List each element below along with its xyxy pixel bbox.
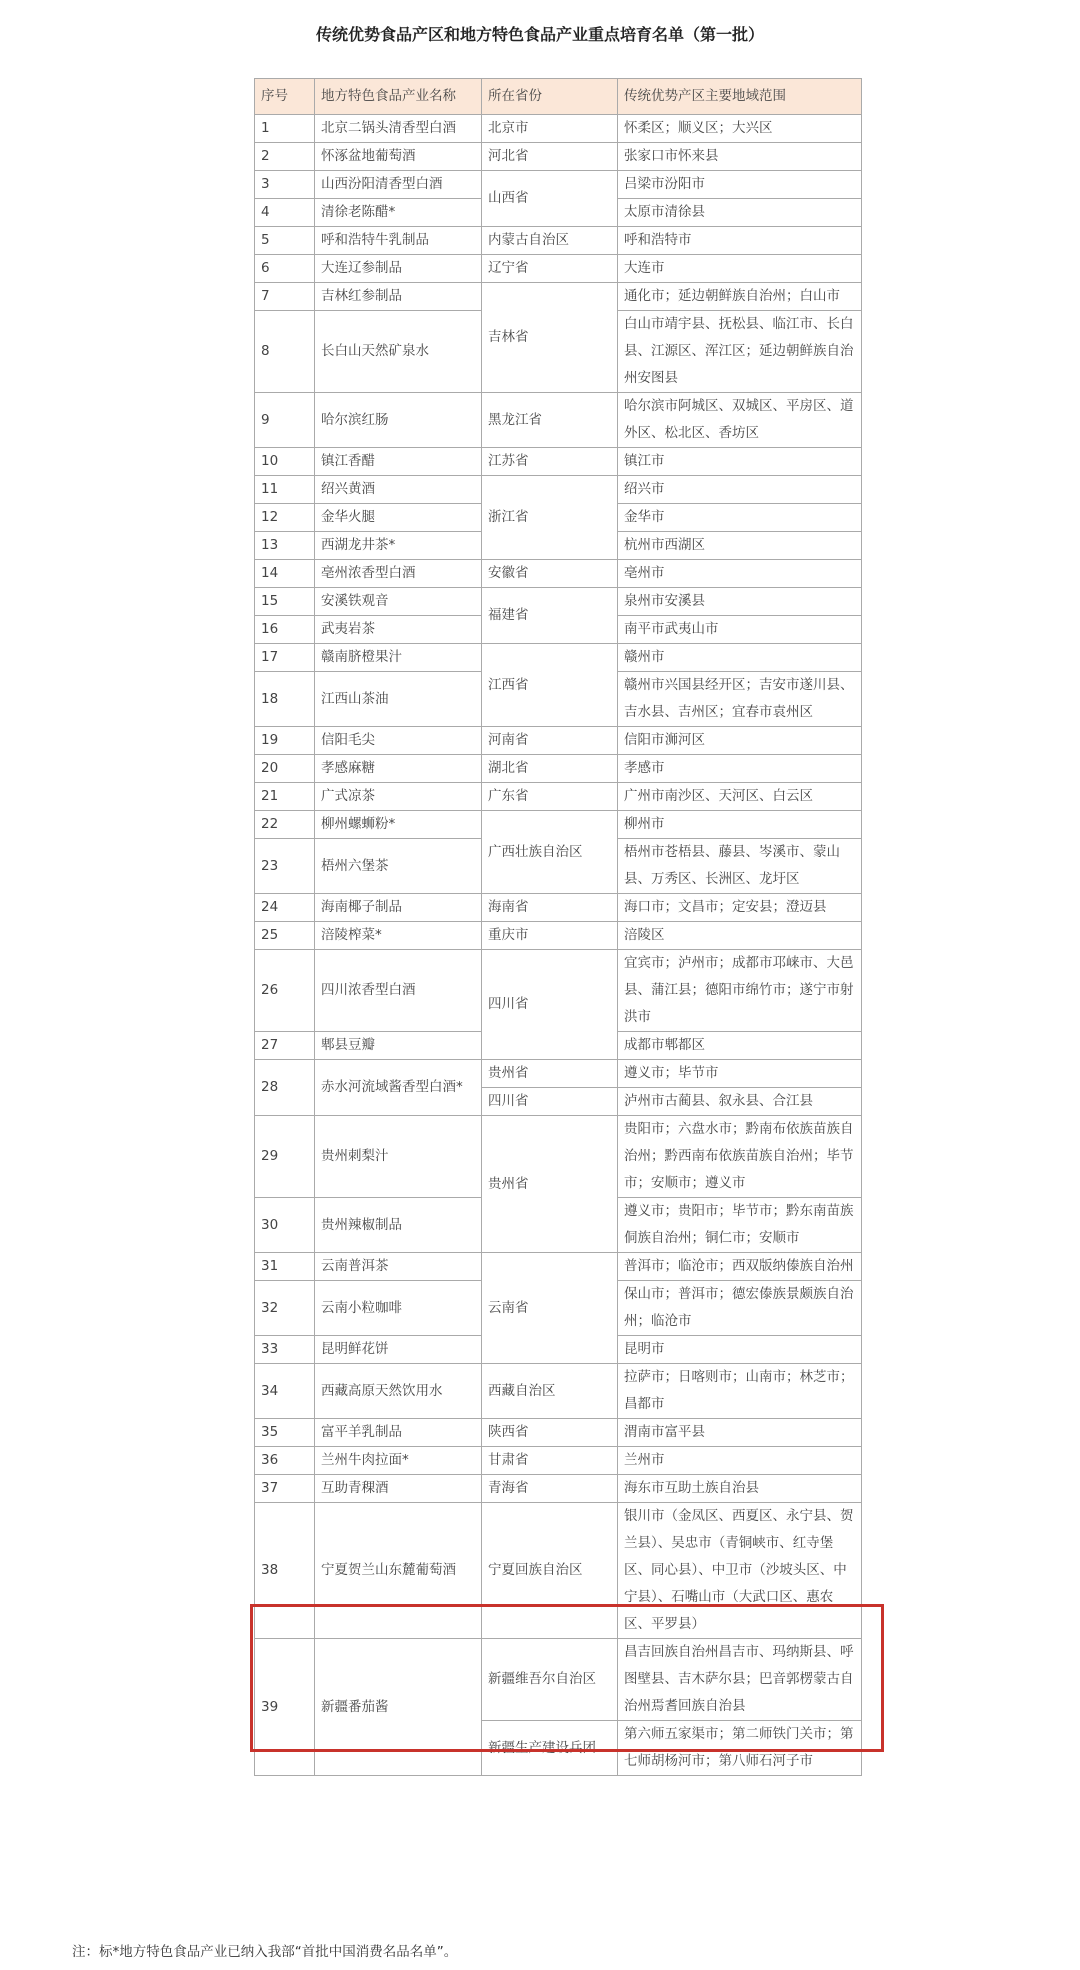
table-row [255, 171, 862, 199]
row-province: 四川省 [482, 1088, 618, 1116]
row-no: 30 [255, 1198, 315, 1253]
row-province: 云南省 [482, 1253, 618, 1364]
footnote: 注：标*地方特色食品产业已纳入我部“首批中国消费名品名单”。 [72, 1944, 458, 1960]
row-province: 河北省 [482, 143, 618, 171]
table-row [255, 1475, 862, 1503]
table-row [255, 950, 862, 1032]
table-row [255, 755, 862, 783]
row-no: 17 [255, 644, 315, 672]
row-area: 金华市 [618, 504, 862, 532]
page-title: 传统优势食品产区和地方特色食品产业重点培育名单（第一批） [315, 25, 764, 44]
row-name: 涪陵榨菜* [315, 922, 482, 950]
row-no: 38 [255, 1503, 315, 1639]
table-row [255, 560, 862, 588]
row-name: 兰州牛肉拉面* [315, 1447, 482, 1475]
row-name: 云南小粒咖啡 [315, 1281, 482, 1336]
row-name: 梧州六堡茶 [315, 839, 482, 894]
table-row [255, 783, 862, 811]
table-header-row [255, 79, 862, 115]
row-area: 吕梁市汾阳市 [618, 171, 862, 199]
row-province: 吉林省 [482, 283, 618, 393]
header-area: 传统优势产区主要地域范围 [618, 79, 862, 115]
row-area: 南平市武夷山市 [618, 616, 862, 644]
row-name: 绍兴黄酒 [315, 476, 482, 504]
row-name: 山西汾阳清香型白酒 [315, 171, 482, 199]
row-name: 亳州浓香型白酒 [315, 560, 482, 588]
row-no: 39 [255, 1639, 315, 1776]
row-name: 昆明鲜花饼 [315, 1336, 482, 1364]
row-province: 河南省 [482, 727, 618, 755]
row-name: 云南普洱茶 [315, 1253, 482, 1281]
row-name: 北京二锅头清香型白酒 [315, 115, 482, 143]
row-area: 柳州市 [618, 811, 862, 839]
row-area: 普洱市；临沧市；西双版纳傣族自治州 [618, 1253, 862, 1281]
row-no: 1 [255, 115, 315, 143]
row-area: 泉州市安溪县 [618, 588, 862, 616]
row-area: 昆明市 [618, 1336, 862, 1364]
row-name: 怀涿盆地葡萄酒 [315, 143, 482, 171]
row-name: 武夷岩茶 [315, 616, 482, 644]
table-row [255, 1060, 862, 1088]
row-name: 郫县豆瓣 [315, 1032, 482, 1060]
row-area: 广州市南沙区、天河区、白云区 [618, 783, 862, 811]
row-no: 19 [255, 727, 315, 755]
row-name: 信阳毛尖 [315, 727, 482, 755]
row-no: 32 [255, 1281, 315, 1336]
table-row [255, 115, 862, 143]
row-province: 贵州省 [482, 1116, 618, 1253]
row-province: 江西省 [482, 644, 618, 727]
row-name: 长白山天然矿泉水 [315, 311, 482, 393]
table-row-highlighted [255, 1503, 862, 1639]
row-no: 33 [255, 1336, 315, 1364]
table-row [255, 283, 862, 311]
row-area: 张家口市怀来县 [618, 143, 862, 171]
row-area: 信阳市浉河区 [618, 727, 862, 755]
row-no: 4 [255, 199, 315, 227]
row-name: 金华火腿 [315, 504, 482, 532]
row-area: 成都市郫都区 [618, 1032, 862, 1060]
table-row [255, 1639, 862, 1721]
row-name: 哈尔滨红肠 [315, 393, 482, 448]
row-province: 广西壮族自治区 [482, 811, 618, 894]
table-row [255, 448, 862, 476]
row-name: 柳州螺蛳粉* [315, 811, 482, 839]
row-no: 15 [255, 588, 315, 616]
row-area: 赣州市 [618, 644, 862, 672]
table-row [255, 1364, 862, 1419]
row-no: 27 [255, 1032, 315, 1060]
row-name: 吉林红参制品 [315, 283, 482, 311]
row-province: 江苏省 [482, 448, 618, 476]
row-no: 5 [255, 227, 315, 255]
row-province: 黑龙江省 [482, 393, 618, 448]
row-province: 辽宁省 [482, 255, 618, 283]
row-province: 内蒙古自治区 [482, 227, 618, 255]
row-province: 陕西省 [482, 1419, 618, 1447]
row-area: 涪陵区 [618, 922, 862, 950]
row-no: 3 [255, 171, 315, 199]
row-province: 重庆市 [482, 922, 618, 950]
table-row [255, 227, 862, 255]
row-no: 7 [255, 283, 315, 311]
row-no: 11 [255, 476, 315, 504]
table-row [255, 255, 862, 283]
row-area: 杭州市西湖区 [618, 532, 862, 560]
table-row [255, 811, 862, 839]
row-name: 贵州刺梨汁 [315, 1116, 482, 1198]
table-row [255, 1419, 862, 1447]
row-no: 28 [255, 1060, 315, 1116]
row-area: 贵阳市；六盘水市；黔南布依族苗族自治州；黔西南布依族苗族自治州；毕节市；安顺市；遵义市 [618, 1116, 862, 1198]
row-area: 亳州市 [618, 560, 862, 588]
row-no: 22 [255, 811, 315, 839]
row-name: 互助青稞酒 [315, 1475, 482, 1503]
row-province: 湖北省 [482, 755, 618, 783]
row-no: 23 [255, 839, 315, 894]
row-no: 12 [255, 504, 315, 532]
row-name: 海南椰子制品 [315, 894, 482, 922]
row-province: 福建省 [482, 588, 618, 644]
row-area: 宜宾市；泸州市；成都市邛崃市、大邑县、蒲江县；德阳市绵竹市；遂宁市射洪市 [618, 950, 862, 1032]
row-area: 大连市 [618, 255, 862, 283]
row-no: 6 [255, 255, 315, 283]
row-name: 赣南脐橙果汁 [315, 644, 482, 672]
row-province: 北京市 [482, 115, 618, 143]
row-name: 新疆番茄酱 [315, 1639, 482, 1776]
row-no: 35 [255, 1419, 315, 1447]
table-row [255, 922, 862, 950]
row-no: 24 [255, 894, 315, 922]
row-area: 绍兴市 [618, 476, 862, 504]
row-no: 36 [255, 1447, 315, 1475]
row-no: 14 [255, 560, 315, 588]
header-name: 地方特色食品产业名称 [315, 79, 482, 115]
row-no: 25 [255, 922, 315, 950]
row-province: 甘肃省 [482, 1447, 618, 1475]
row-province: 新疆生产建设兵团 [482, 1721, 618, 1776]
row-area: 海东市互助土族自治县 [618, 1475, 862, 1503]
row-area: 孝感市 [618, 755, 862, 783]
header-province: 所在省份 [482, 79, 618, 115]
row-province: 山西省 [482, 171, 618, 227]
table-row [255, 1253, 862, 1281]
row-no: 20 [255, 755, 315, 783]
row-name: 富平羊乳制品 [315, 1419, 482, 1447]
row-province: 浙江省 [482, 476, 618, 560]
food-list-table [254, 78, 862, 1776]
row-area: 泸州市古蔺县、叙永县、合江县 [618, 1088, 862, 1116]
row-no: 9 [255, 393, 315, 448]
row-province: 宁夏回族自治区 [482, 1503, 618, 1639]
row-no: 34 [255, 1364, 315, 1419]
row-name: 江西山茶油 [315, 672, 482, 727]
row-area: 太原市清徐县 [618, 199, 862, 227]
row-area: 哈尔滨市阿城区、双城区、平房区、道外区、松北区、香坊区 [618, 393, 862, 448]
row-no: 29 [255, 1116, 315, 1198]
table-row [255, 588, 862, 616]
row-province: 新疆维吾尔自治区 [482, 1639, 618, 1721]
row-name: 孝感麻糖 [315, 755, 482, 783]
table-row [255, 393, 862, 448]
row-name: 大连辽参制品 [315, 255, 482, 283]
row-area: 镇江市 [618, 448, 862, 476]
row-no: 31 [255, 1253, 315, 1281]
row-name: 清徐老陈醋* [315, 199, 482, 227]
row-area: 遵义市；毕节市 [618, 1060, 862, 1088]
row-name: 西藏高原天然饮用水 [315, 1364, 482, 1419]
row-area: 拉萨市；日喀则市；山南市；林芝市；昌都市 [618, 1364, 862, 1419]
row-area: 海口市；文昌市；定安县；澄迈县 [618, 894, 862, 922]
row-name: 安溪铁观音 [315, 588, 482, 616]
row-area: 赣州市兴国县经开区；吉安市遂川县、吉水县、吉州区；宜春市袁州区 [618, 672, 862, 727]
row-area: 兰州市 [618, 1447, 862, 1475]
row-area: 银川市（金凤区、西夏区、永宁县、贺兰县）、吴忠市（青铜峡市、红寺堡区、同心县）、中卫市（沙坡头区、中宁县）、石嘴山市（大武口区、惠农区、平罗县） [618, 1503, 862, 1639]
table-row [255, 143, 862, 171]
row-province: 广东省 [482, 783, 618, 811]
table-row [255, 476, 862, 504]
row-province: 贵州省 [482, 1060, 618, 1088]
header-no: 序号 [255, 79, 315, 115]
row-area: 通化市；延边朝鲜族自治州；白山市 [618, 283, 862, 311]
row-no: 26 [255, 950, 315, 1032]
row-name: 赤水河流域酱香型白酒* [315, 1060, 482, 1116]
row-name: 宁夏贺兰山东麓葡萄酒 [315, 1503, 482, 1639]
row-name: 西湖龙井茶* [315, 532, 482, 560]
row-area: 遵义市；贵阳市；毕节市；黔东南苗族侗族自治州；铜仁市；安顺市 [618, 1198, 862, 1253]
row-area: 呼和浩特市 [618, 227, 862, 255]
row-area: 怀柔区；顺义区；大兴区 [618, 115, 862, 143]
row-name: 广式凉茶 [315, 783, 482, 811]
table-row [255, 644, 862, 672]
row-province: 西藏自治区 [482, 1364, 618, 1419]
row-no: 10 [255, 448, 315, 476]
row-no: 21 [255, 783, 315, 811]
row-province: 安徽省 [482, 560, 618, 588]
row-province: 四川省 [482, 950, 618, 1060]
row-province: 青海省 [482, 1475, 618, 1503]
table-row [255, 894, 862, 922]
row-name: 四川浓香型白酒 [315, 950, 482, 1032]
row-no: 13 [255, 532, 315, 560]
row-area: 昌吉回族自治州昌吉市、玛纳斯县、呼图壁县、吉木萨尔县；巴音郭楞蒙古自治州焉耆回族自治县 [618, 1639, 862, 1721]
row-no: 37 [255, 1475, 315, 1503]
row-area: 梧州市苍梧县、藤县、岑溪市、蒙山县、万秀区、长洲区、龙圩区 [618, 839, 862, 894]
row-province: 海南省 [482, 894, 618, 922]
row-area: 渭南市富平县 [618, 1419, 862, 1447]
row-no: 16 [255, 616, 315, 644]
table-row [255, 727, 862, 755]
row-name: 贵州辣椒制品 [315, 1198, 482, 1253]
row-name: 镇江香醋 [315, 448, 482, 476]
row-area: 保山市；普洱市；德宏傣族景颇族自治州；临沧市 [618, 1281, 862, 1336]
row-area: 白山市靖宇县、抚松县、临江市、长白县、江源区、浑江区；延边朝鲜族自治州安图县 [618, 311, 862, 393]
row-no: 8 [255, 311, 315, 393]
row-no: 18 [255, 672, 315, 727]
row-no: 2 [255, 143, 315, 171]
table-row [255, 1447, 862, 1475]
table-row [255, 1116, 862, 1198]
row-name: 呼和浩特牛乳制品 [315, 227, 482, 255]
row-area: 第六师五家渠市；第二师铁门关市；第七师胡杨河市；第八师石河子市 [618, 1721, 862, 1776]
